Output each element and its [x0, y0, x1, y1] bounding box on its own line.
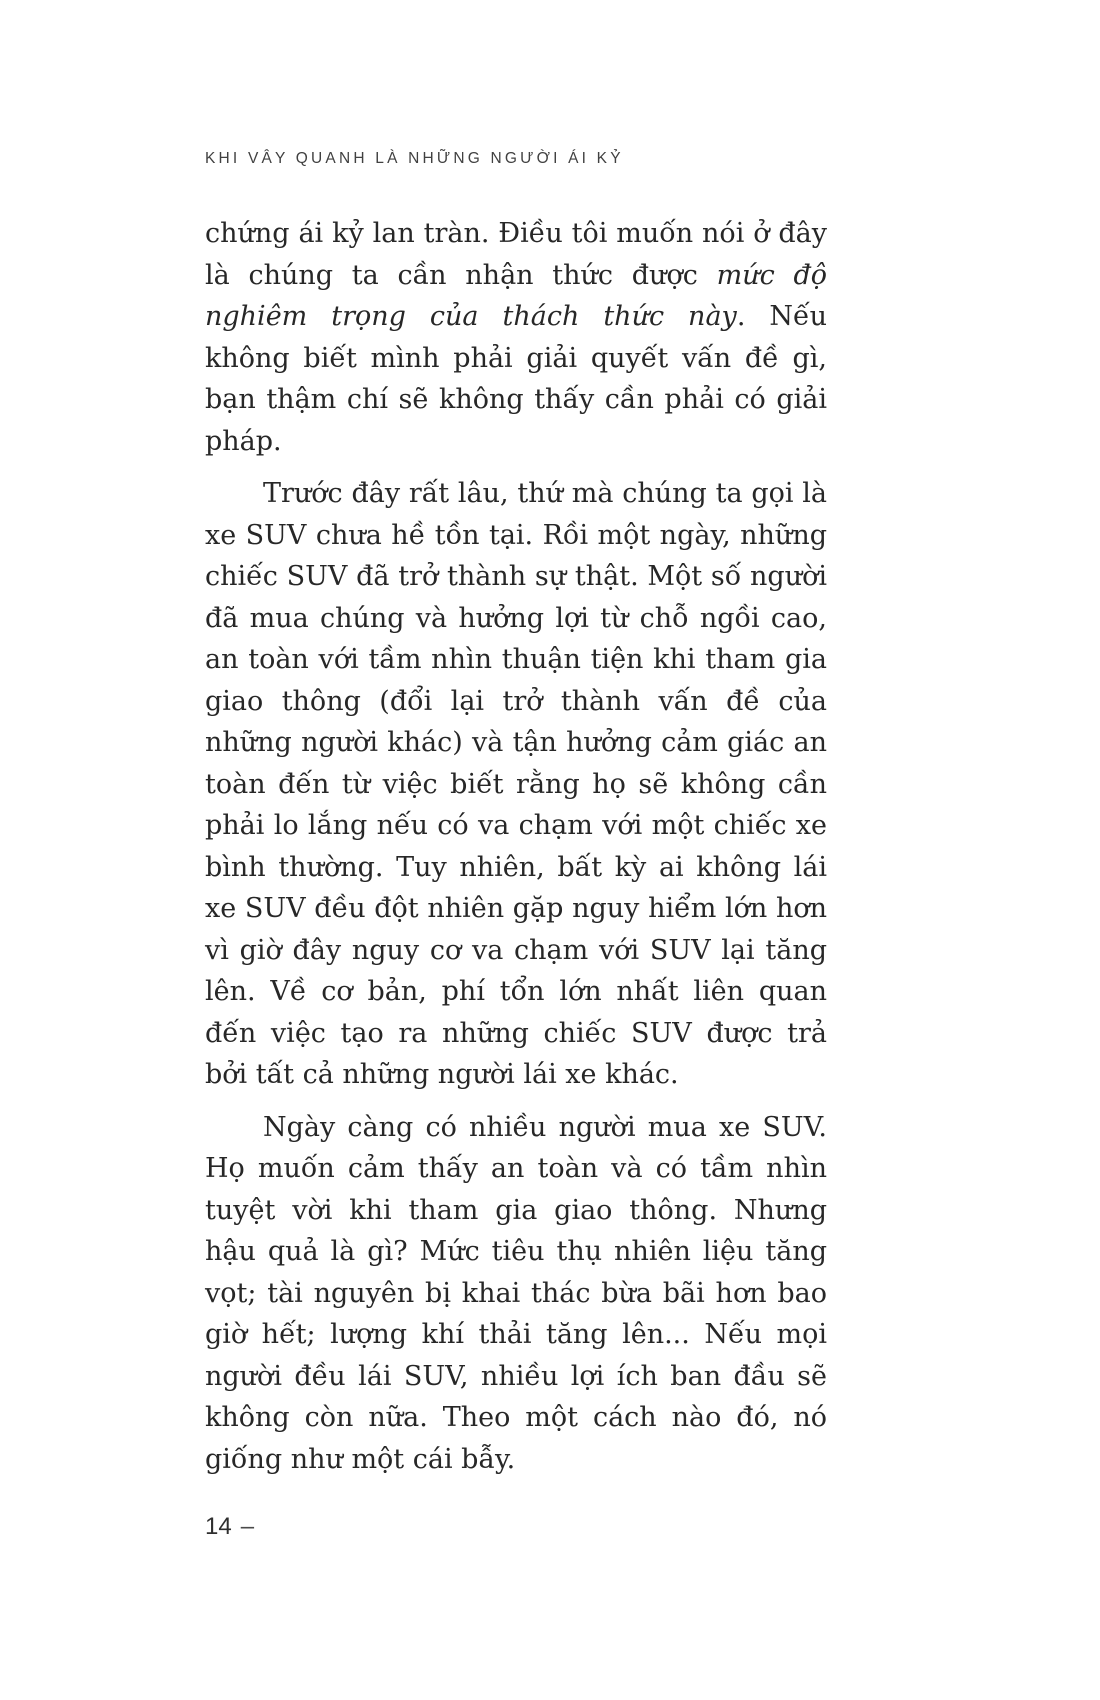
page-number-dash: –: [240, 1513, 255, 1540]
text-segment: Trước đây rất lâu, thứ mà chúng ta gọi là xe SUV chưa hề tồn tại. Rồi một ngày, những chiếc SUV đã trở thành sự thật. Một số người đã mua chúng và hưởng lợi từ chỗ ngồi cao, an toàn với tầm nhìn thuận tiện khi tham gia giao thông (đổi lại trở thành vấn đề của những người khác) và tận hưởng cảm giác an toàn đến từ việc biết rằng họ sẽ không cần phải lo lắng nếu có va chạm với một chiếc xe bình thường. Tuy nhiên, bất kỳ ai không lái xe SUV đều đột nhiên gặp nguy hiểm lớn hơn vì giờ đây nguy cơ va chạm với SUV lại tăng lên. Về cơ bản, phí tổn lớn nhất liên quan đến việc tạo ra những chiếc SUV được trả bởi tất cả những người lái xe khác.: [205, 478, 827, 1090]
paragraph: [205, 213, 827, 462]
paragraph: [205, 1107, 827, 1481]
text-segment: chứng ái kỷ lan tràn. Điều tôi muốn nói ở đây là chúng ta cần nhận thức được: [205, 218, 827, 291]
emphasized-text: mức độ nghiêm trọng của thách thức này: [205, 259, 827, 332]
page-footer: [205, 1513, 254, 1541]
body-text-block: [205, 213, 827, 1491]
running-header: KHI VÂY QUANH LÀ NHỮNG NGƯỜI ÁI KỶ: [205, 150, 624, 167]
paragraph: [205, 473, 827, 1096]
text-segment: Ngày càng có nhiều người mua xe SUV. Họ muốn cảm thấy an toàn và có tầm nhìn tuyệt vời khi tham gia giao thông. Nhưng hậu quả là gì? Mức tiêu thụ nhiên liệu tăng vọt; tài nguyên bị khai thác bừa bãi hơn bao giờ hết; lượng khí thải tăng lên... Nếu mọi người đều lái SUV, nhiều lợi ích ban đầu sẽ không còn nữa. Theo một cách nào đó, nó giống như một cái bẫy.: [205, 1111, 827, 1475]
text-segment: . Nếu không biết mình phải giải quyết vấn đề gì, bạn thậm chí sẽ không thấy cần phải có giải pháp.: [205, 301, 827, 457]
page-number: 14: [205, 1513, 232, 1540]
